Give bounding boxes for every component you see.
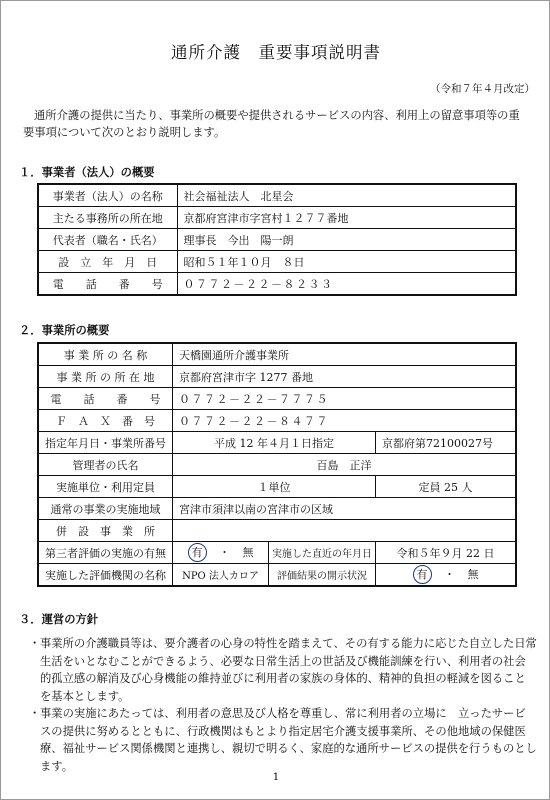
- row-value: ０７７２－２２－７７７５: [173, 388, 517, 410]
- table-row: [38, 229, 516, 251]
- row-label: 併 設 事 業 所: [38, 520, 173, 542]
- eval-options: [173, 542, 269, 564]
- recent-value: 令和５年９月 22 日: [376, 542, 517, 564]
- table-row: [38, 343, 516, 366]
- table-row: [38, 366, 516, 388]
- row-label: 第三者評価の実施の有無: [38, 542, 173, 564]
- list-item: [29, 705, 537, 775]
- intro-paragraph: 通所介護の提供に当たり、事業所の概要や提供されるサービスの内容、利用上の留意事項等の重要事項について次のとおり説明します。: [23, 109, 520, 139]
- table-row: [38, 520, 516, 542]
- row-label: 設 立 年 月 日: [38, 251, 177, 273]
- row-label: 指定年月日・事業所番号: [38, 432, 173, 454]
- table-row: [38, 564, 516, 587]
- disclosure-no: 無: [467, 568, 479, 581]
- row-value: 天橋園通所介護事業所: [173, 343, 517, 366]
- section3-heading: ３．運営の方針: [19, 613, 99, 626]
- evaluator-value: NPO 法人カロア: [173, 564, 269, 587]
- table-row: [38, 476, 516, 498]
- unit-value: １単位: [173, 476, 376, 498]
- section2-heading: ２．事業所の概要: [19, 324, 110, 337]
- eval-no: 無: [242, 546, 254, 559]
- table-row: [38, 410, 516, 432]
- disclosure-label: 評価結果の開示状況: [269, 564, 376, 587]
- row-value: ０７７２－２２－８２３３: [177, 273, 516, 296]
- table-row: [38, 184, 516, 207]
- facility-table: [37, 342, 517, 587]
- table-row: [38, 542, 516, 564]
- row-label: 電 話 番 号: [38, 273, 177, 296]
- policy-text: 事業所の介護職員等は、要介護者の心身の特性を踏まえて、その有する能力に応じた自立した日常生活をいとなむことができるよう、必要な日常生活上の世話及び機能訓練を行い、利用者の社会的孤立感の解消及び心身機能の維持並びに利用者の家族の身体的、精神的負担の軽減を図ることを基本とします。: [40, 637, 537, 703]
- eval-separator: ・: [219, 546, 230, 559]
- row-value: 百島 正洋: [173, 454, 517, 476]
- row-value: 京都府宮津市字宮村１２７７番地: [177, 207, 516, 229]
- capacity-value: 定員 25 人: [376, 476, 517, 498]
- policy-list: [29, 635, 537, 775]
- table-row: [38, 388, 516, 410]
- row-label: 管理者の氏名: [38, 454, 173, 476]
- table-row: [38, 498, 516, 520]
- table-row: [38, 273, 516, 296]
- row-label: 事 業 所 の 所 在 地: [38, 366, 173, 388]
- row-label: 実施した評価機関の名称: [38, 564, 173, 587]
- table-row: [38, 432, 516, 454]
- row-label: Ｆ Ａ Ｘ 番 号: [38, 410, 173, 432]
- designation-date: 平成 12 年４月１日指定: [173, 432, 376, 454]
- disclosure-options: [376, 564, 517, 587]
- page-number: 1: [272, 771, 280, 783]
- bullet-icon: ・: [29, 707, 41, 720]
- row-value: 社会福祉法人 北星会: [177, 184, 516, 207]
- disclosure-separator: ・: [444, 568, 455, 581]
- row-value: 昭和５１年１０月 ８日: [177, 251, 516, 273]
- row-value: [173, 520, 517, 542]
- table-row: [38, 251, 516, 273]
- row-value: 京都府宮津市字 1277 番地: [173, 366, 517, 388]
- row-label: 事 業 所 の 名 称: [38, 343, 173, 366]
- row-label: 主たる事務所の所在地: [38, 207, 177, 229]
- recent-label: 実施した直近の年月日: [269, 542, 376, 564]
- row-label: 実施単位・利用定員: [38, 476, 173, 498]
- row-label: 電 話 番 号: [38, 388, 173, 410]
- row-value: 理事長 今出 陽一朗: [177, 229, 516, 251]
- table-row: [38, 454, 516, 476]
- disclosure-yes-circled: 有: [413, 565, 432, 584]
- operator-table: [37, 183, 517, 296]
- row-value: ０７７２－２２－８４７７: [173, 410, 517, 432]
- policy-text: 事業の実施にあたっては、利用者の意思及び人格を尊重し、常に利用者の立場に 立ったサービスの提供に努めるとともに、行政機関はもとより指定居宅介護支援事業所、その他地域の保健医療、福祉サービス関係機関と連携し、親切で明るく、家庭的な通所サービスの提供を行うものとします。: [40, 707, 537, 773]
- row-label: 代表者（職名・氏名）: [38, 229, 177, 251]
- row-label: 事業者（法人）の名称: [38, 184, 177, 207]
- eval-yes-circled: 有: [188, 543, 207, 562]
- designation-number: 京都府第72100027号: [376, 432, 517, 454]
- revision-note: （令和７年４月改定）: [430, 83, 535, 95]
- table-row: [38, 207, 516, 229]
- bullet-icon: ・: [29, 637, 41, 650]
- row-label: 通常の事業の実施地域: [38, 498, 173, 520]
- document-title: 通所介護 重要事項説明書: [171, 43, 381, 62]
- list-item: [29, 635, 537, 705]
- row-value: 宮津市須津以南の宮津市の区域: [173, 498, 517, 520]
- section1-heading: １．事業者（法人）の概要: [19, 166, 155, 179]
